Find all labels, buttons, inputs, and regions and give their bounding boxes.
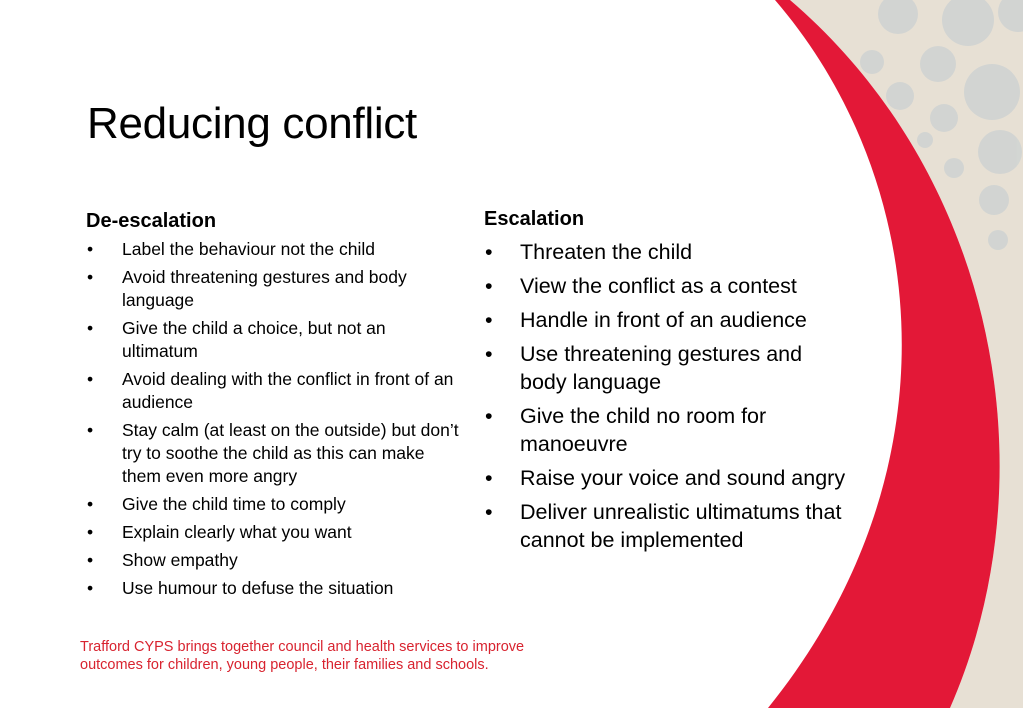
list-item (86, 419, 466, 488)
bullet-icon: • (87, 420, 94, 440)
de-escalation-column (86, 208, 466, 605)
list-item-text: Handle in front of an audience (520, 308, 807, 332)
list-item (86, 493, 466, 516)
bullet-icon: • (485, 342, 493, 366)
bullet-icon: • (485, 466, 493, 490)
list-item (86, 368, 466, 414)
bullet-icon: • (87, 522, 94, 542)
bullet-icon: • (485, 240, 493, 264)
list-item (484, 464, 854, 492)
footer-tagline (80, 638, 600, 674)
list-item (484, 340, 854, 396)
list-item (86, 317, 466, 363)
escalation-heading: Escalation (484, 208, 585, 230)
list-item-text: Use threatening gestures and body language (520, 342, 803, 394)
bullet-icon: • (87, 494, 94, 514)
list-item-text: Avoid threatening gestures and body language (122, 267, 407, 310)
list-item (484, 498, 854, 554)
list-item (86, 549, 466, 572)
de-escalation-list (86, 238, 466, 600)
escalation-column (484, 206, 854, 560)
bullet-icon: • (485, 404, 493, 428)
list-item (86, 266, 466, 312)
de-escalation-heading: De-escalation (86, 210, 217, 232)
bullet-icon: • (87, 239, 94, 259)
list-item (86, 577, 466, 600)
list-item-text: Avoid dealing with the conflict in front of an audience (122, 369, 454, 412)
list-item-text: View the conflict as a contest (520, 274, 797, 298)
bullet-icon: • (87, 550, 94, 570)
bullet-icon: • (87, 578, 94, 598)
list-item-text: Use humour to defuse the situation (122, 578, 394, 598)
footer-line-2: outcomes for children, young people, their families and schools. (80, 657, 489, 673)
bullet-icon: • (87, 267, 94, 287)
bullet-icon: • (485, 308, 493, 332)
escalation-list (484, 238, 854, 554)
slide-title: Reducing conflict (87, 99, 417, 148)
list-item (484, 402, 854, 458)
list-item-text: Show empathy (122, 550, 238, 570)
list-item-text: Threaten the child (520, 240, 693, 264)
bullet-icon: • (87, 369, 94, 389)
list-item (484, 272, 854, 300)
list-item (484, 238, 854, 266)
bullet-icon: • (485, 500, 493, 524)
list-item (86, 521, 466, 544)
list-item (484, 306, 854, 334)
list-item-text: Give the child a choice, but not an ultimatum (122, 318, 386, 361)
list-item-text: Label the behaviour not the child (122, 239, 375, 259)
list-item-text: Raise your voice and sound angry (520, 466, 846, 490)
bullet-icon: • (485, 274, 493, 298)
list-item-text: Give the child time to comply (122, 494, 346, 514)
list-item-text: Give the child no room for manoeuvre (520, 404, 767, 456)
bullet-icon: • (87, 318, 94, 338)
list-item-text: Stay calm (at least on the outside) but don’t try to soothe the child as this can make them even more angry (122, 420, 459, 486)
list-item-text: Explain clearly what you want (122, 522, 352, 542)
list-item-text: Deliver unrealistic ultimatums that cannot be implemented (520, 500, 842, 552)
footer-line-1: Trafford CYPS brings together council and health services to improve (80, 639, 525, 655)
list-item (86, 238, 466, 261)
